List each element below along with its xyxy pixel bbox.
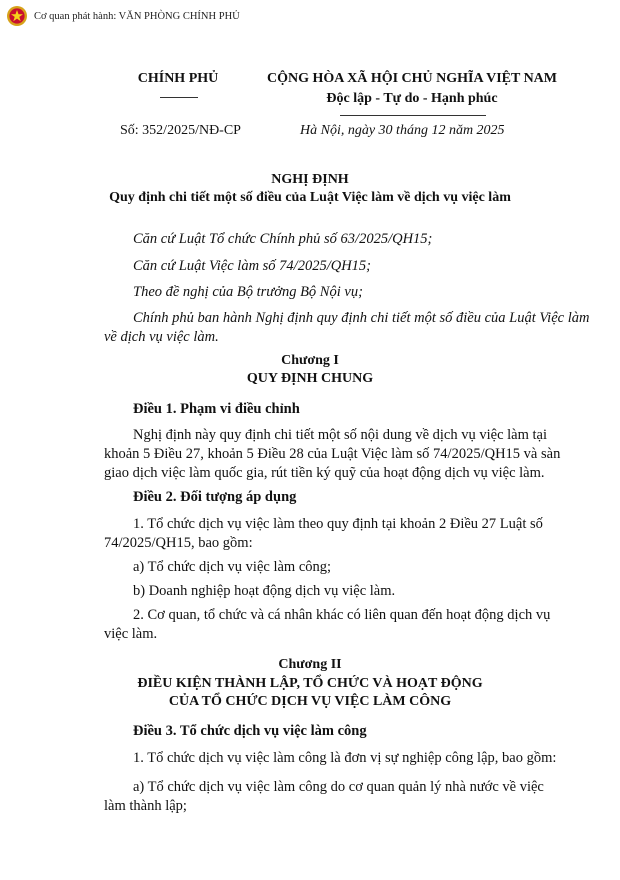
article-1-line-3: giao dịch việc làm quốc gia, rút tiền ký quỹ của hoạt động dịch vụ việc làm. xyxy=(104,465,545,481)
issuer-text: Cơ quan phát hành: VĂN PHÒNG CHÍNH PHỦ xyxy=(34,10,240,22)
article-2-heading: Điều 2. Đối tượng áp dụng xyxy=(133,489,297,505)
article-2-item-b: b) Doanh nghiệp hoạt động dịch vụ việc làm. xyxy=(133,583,396,599)
decision-line-1: Chính phủ ban hành Nghị định quy định chi tiết một số điều của Luật Việc làm xyxy=(133,310,590,326)
national-motto: Độc lập - Tự do - Hạnh phúc xyxy=(326,91,498,106)
national-title: CỘNG HÒA XÃ HỘI CHỦ NGHĨA VIỆT NAM xyxy=(266,71,557,86)
article-3-para-1: 1. Tổ chức dịch vụ việc làm công là đơn vị sự nghiệp công lập, bao gồm: xyxy=(133,750,557,766)
motto-underline xyxy=(340,115,486,116)
issuing-agency: CHÍNH PHỦ xyxy=(137,71,219,86)
article-3-heading: Điều 3. Tổ chức dịch vụ việc làm công xyxy=(133,723,367,739)
legal-basis-2: Căn cứ Luật Việc làm số 74/2025/QH15; xyxy=(133,258,372,274)
chapter-2-name-line-1: ĐIỀU KIỆN THÀNH LẬP, TỔ CHỨC VÀ HOẠT ĐỘNG xyxy=(137,676,483,691)
article-2-para-1-line-2: 74/2025/QH15, bao gồm: xyxy=(104,535,253,551)
document-number: Số: 352/2025/NĐ-CP xyxy=(120,123,241,138)
article-3-item-a-line-1: a) Tổ chức dịch vụ việc làm công do cơ quan quản lý nhà nước về việc xyxy=(133,779,544,795)
decision-line-2: về dịch vụ việc làm. xyxy=(104,329,219,345)
article-1-heading: Điều 1. Phạm vi điều chỉnh xyxy=(133,401,300,417)
issuer-bar xyxy=(6,4,240,28)
chapter-1-label: Chương I xyxy=(281,353,339,368)
article-3-item-a-line-2: làm thành lập; xyxy=(104,798,187,814)
article-2-para-2-line-1: 2. Cơ quan, tổ chức và cá nhân khác có liên quan đến hoạt động dịch vụ xyxy=(133,607,551,623)
document-type: NGHỊ ĐỊNH xyxy=(271,172,349,187)
chapter-2-name-line-2: CỦA TỔ CHỨC DỊCH VỤ VIỆC LÀM CÔNG xyxy=(168,694,452,709)
article-2-para-1-line-1: 1. Tổ chức dịch vụ việc làm theo quy định tại khoản 2 Điều 27 Luật số xyxy=(133,516,543,532)
chapter-1-name: QUY ĐỊNH CHUNG xyxy=(246,371,374,386)
national-emblem-icon xyxy=(6,5,28,27)
place-date: Hà Nội, ngày 30 tháng 12 năm 2025 xyxy=(300,123,505,138)
article-1-line-2: khoản 5 Điều 27, khoản 5 Điều 28 của Luật Việc làm số 74/2025/QH15 và sàn xyxy=(104,446,561,462)
chapter-2-label: Chương II xyxy=(278,657,342,672)
article-1-line-1: Nghị định này quy định chi tiết một số nội dung về dịch vụ việc làm tại xyxy=(133,427,547,443)
article-2-para-2-line-2: việc làm. xyxy=(104,626,158,642)
agency-underline xyxy=(160,97,198,98)
legal-basis-1: Căn cứ Luật Tổ chức Chính phủ số 63/2025/QH15; xyxy=(133,231,433,247)
proposal-line: Theo đề nghị của Bộ trưởng Bộ Nội vụ; xyxy=(133,284,363,300)
article-2-item-a: a) Tổ chức dịch vụ việc làm công; xyxy=(133,559,332,575)
document-subject: Quy định chi tiết một số điều của Luật Việc làm về dịch vụ việc làm xyxy=(109,190,511,205)
